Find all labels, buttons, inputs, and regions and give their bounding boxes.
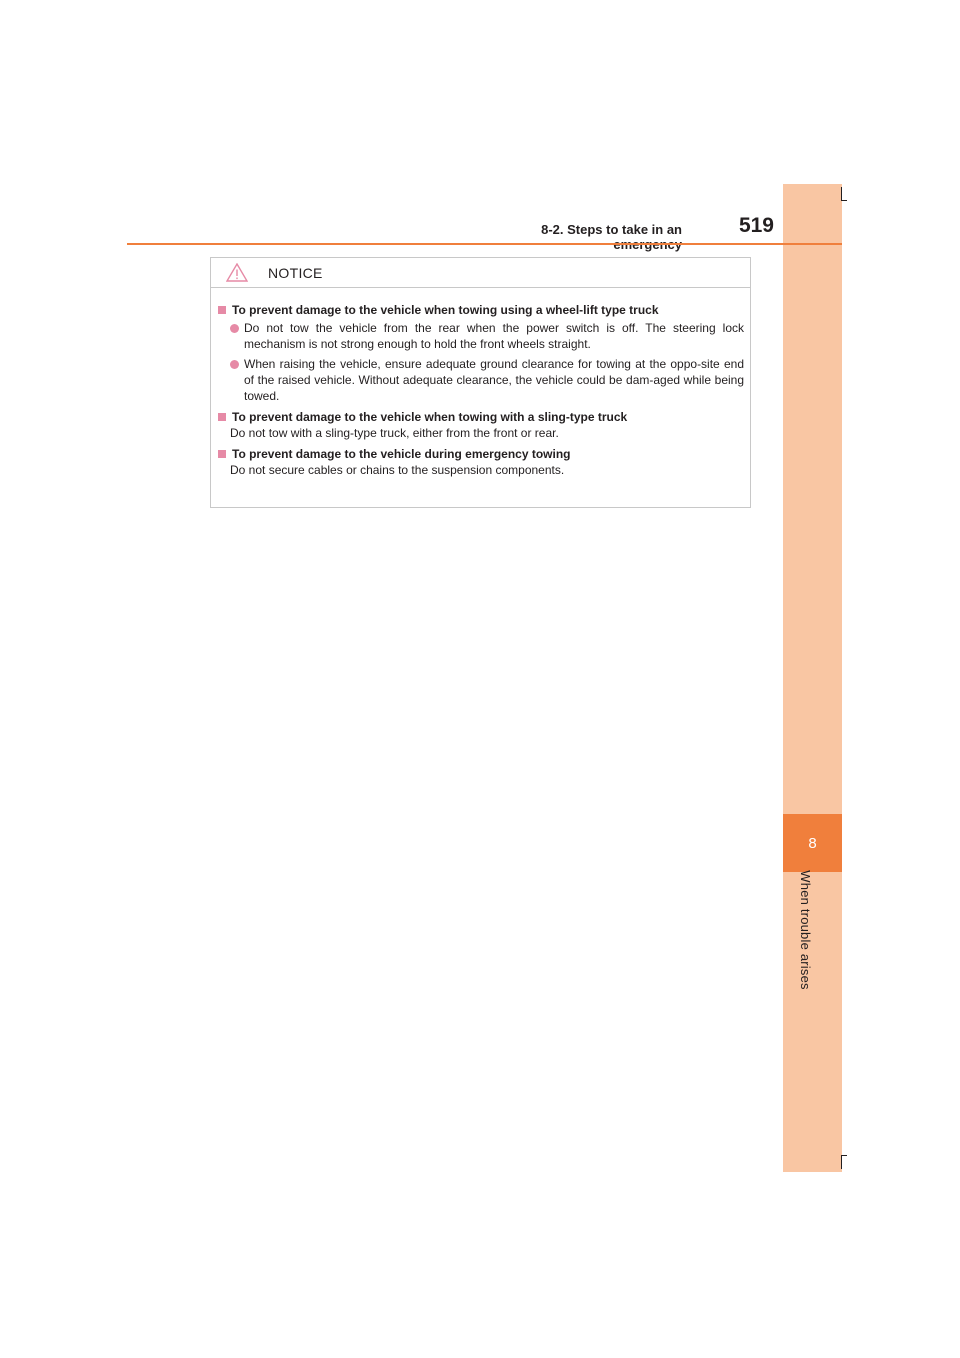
crop-mark-top bbox=[841, 187, 842, 201]
crop-mark-top-tick bbox=[841, 200, 847, 201]
square-bullet-icon bbox=[218, 413, 226, 421]
item-text: Do not tow with a sling-type truck, either from the front or rear. bbox=[230, 426, 559, 440]
notice-label: NOTICE bbox=[268, 264, 323, 281]
notice-item bbox=[218, 302, 744, 404]
section-title: 8-2. Steps to take in an bbox=[541, 222, 682, 237]
notice-item-heading bbox=[218, 409, 744, 425]
chapter-number-box bbox=[783, 814, 842, 872]
heading-text: To prevent damage to the vehicle when towing with a sling-type truck bbox=[232, 410, 628, 424]
notice-box bbox=[210, 257, 751, 508]
notice-body bbox=[211, 288, 750, 478]
notice-item-heading bbox=[218, 302, 744, 318]
page-number: 519 bbox=[738, 214, 774, 237]
bullet-text: Do not tow the vehicle from the rear when the power switch is off. The steering lock mechanism is not strong enough to hold the front wheels straight. bbox=[244, 321, 744, 351]
side-tab-strip bbox=[783, 184, 842, 1172]
header-rule bbox=[127, 243, 842, 245]
crop-mark-bottom-tick bbox=[841, 1155, 847, 1156]
square-bullet-icon bbox=[218, 306, 226, 314]
notice-item bbox=[218, 446, 744, 478]
notice-header bbox=[211, 258, 750, 288]
warning-triangle-icon bbox=[226, 263, 248, 282]
bullet-item bbox=[230, 320, 744, 352]
round-bullet-icon bbox=[230, 324, 239, 333]
notice-item bbox=[218, 409, 744, 441]
bullet-text: When raising the vehicle, ensure adequate ground clearance for towing at the oppo-site end of the raised vehicle. Without adequate clearance, the vehicle could be dam-aged while being towed. bbox=[244, 357, 744, 403]
square-bullet-icon bbox=[218, 450, 226, 458]
chapter-number: 8 bbox=[808, 834, 817, 852]
notice-item-heading bbox=[218, 446, 744, 462]
heading-text: To prevent damage to the vehicle during emergency towing bbox=[232, 447, 571, 461]
chapter-title: When trouble arises bbox=[798, 870, 813, 990]
bullet-item bbox=[230, 356, 744, 404]
heading-text: To prevent damage to the vehicle when towing using a wheel-lift type truck bbox=[232, 303, 659, 317]
round-bullet-icon bbox=[230, 360, 239, 369]
crop-mark-bottom bbox=[841, 1155, 842, 1169]
item-text: Do not secure cables or chains to the suspension components. bbox=[230, 463, 565, 477]
